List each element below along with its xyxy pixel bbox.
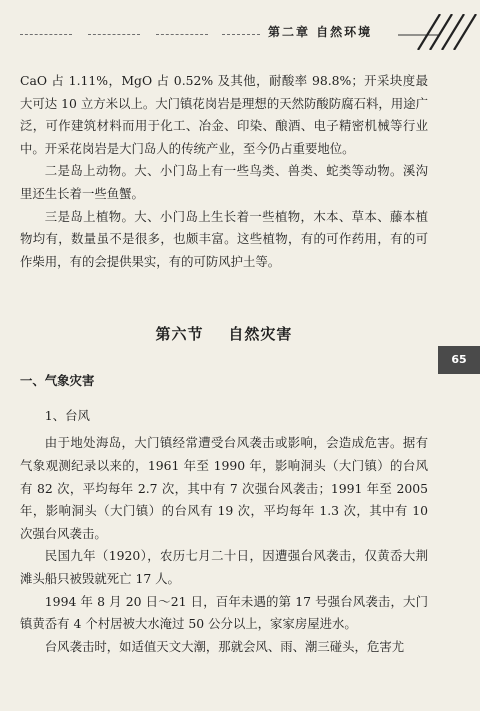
- body-paragraph: 二是岛上动物。大、小门岛上有一些鸟类、兽类、蛇类等动物。溪沟里还生长着一些鱼蟹。: [20, 163, 428, 201]
- body-paragraph: 1994 年 8 月 20 日～21 日，百年未遇的第 17 号强台风袭击，大门镇黄岙有 4 个村居被大水淹过 50 公分以上，家家房屋进水。: [20, 593, 428, 632]
- page-body: [20, 70, 428, 658]
- header-dash-rule: [88, 34, 140, 36]
- header-dash-rule: [222, 34, 260, 36]
- header-dash-rule: [156, 34, 208, 36]
- chapter-title: 第二章 自然环境: [268, 25, 373, 39]
- header-dash-rule: [20, 34, 72, 36]
- subsection-heading: 一、气象灾害: [20, 373, 95, 389]
- running-head: [0, 0, 480, 50]
- header-slash-ornament: [398, 14, 480, 50]
- body-paragraph: 三是岛上植物。大、小门岛上生长着一些植物，木本、草本、藤本植物均有，数量虽不是很多，也颇丰富。这些植物，有的可作药用，有的可作柴用，有的会提供果实，有的可防风护土等。: [20, 208, 428, 269]
- page-number: 65: [438, 346, 480, 374]
- body-paragraph: 由于地处海岛，大门镇经常遭受台风袭击或影响，会造成危害。据有气象观测纪录以来的，1961 年至 1990 年，影响洞头（大门镇）的台风有 82 次，平均每年 2.7 次，其中有 7 次强台风袭击；1991 年至 2005 年，影响洞头（大门镇）的台风有 19 次，平均每年 1.3 次，其中有 10 次强台风袭击。: [20, 435, 428, 541]
- item-heading: 1、台风: [44, 408, 90, 424]
- body-paragraph: 台风袭击时，如适值天文大潮，那就会风、雨、潮三碰头，危害尤: [44, 638, 405, 654]
- body-paragraph: CaO 占 1.11%，MgO 占 0.52% 及其他，耐酸率 98.8%；开采块度最大可达 10 立方米以上。大门镇花岗岩是理想的天然防酸防腐石料，用途广泛，可作建筑材料而用于化工、冶金、印染、酿酒、电子精密机械等行业中。开采花岗岩是大门岛人的传统产业，至今仍占重要地位。: [20, 73, 428, 156]
- section-title: 第六节 自然灾害: [155, 325, 293, 344]
- body-paragraph: 民国九年（1920），农历七月二十日，因遭强台风袭击，仅黄岙大荆滩头船只被毁就死亡 17 人。: [20, 548, 428, 586]
